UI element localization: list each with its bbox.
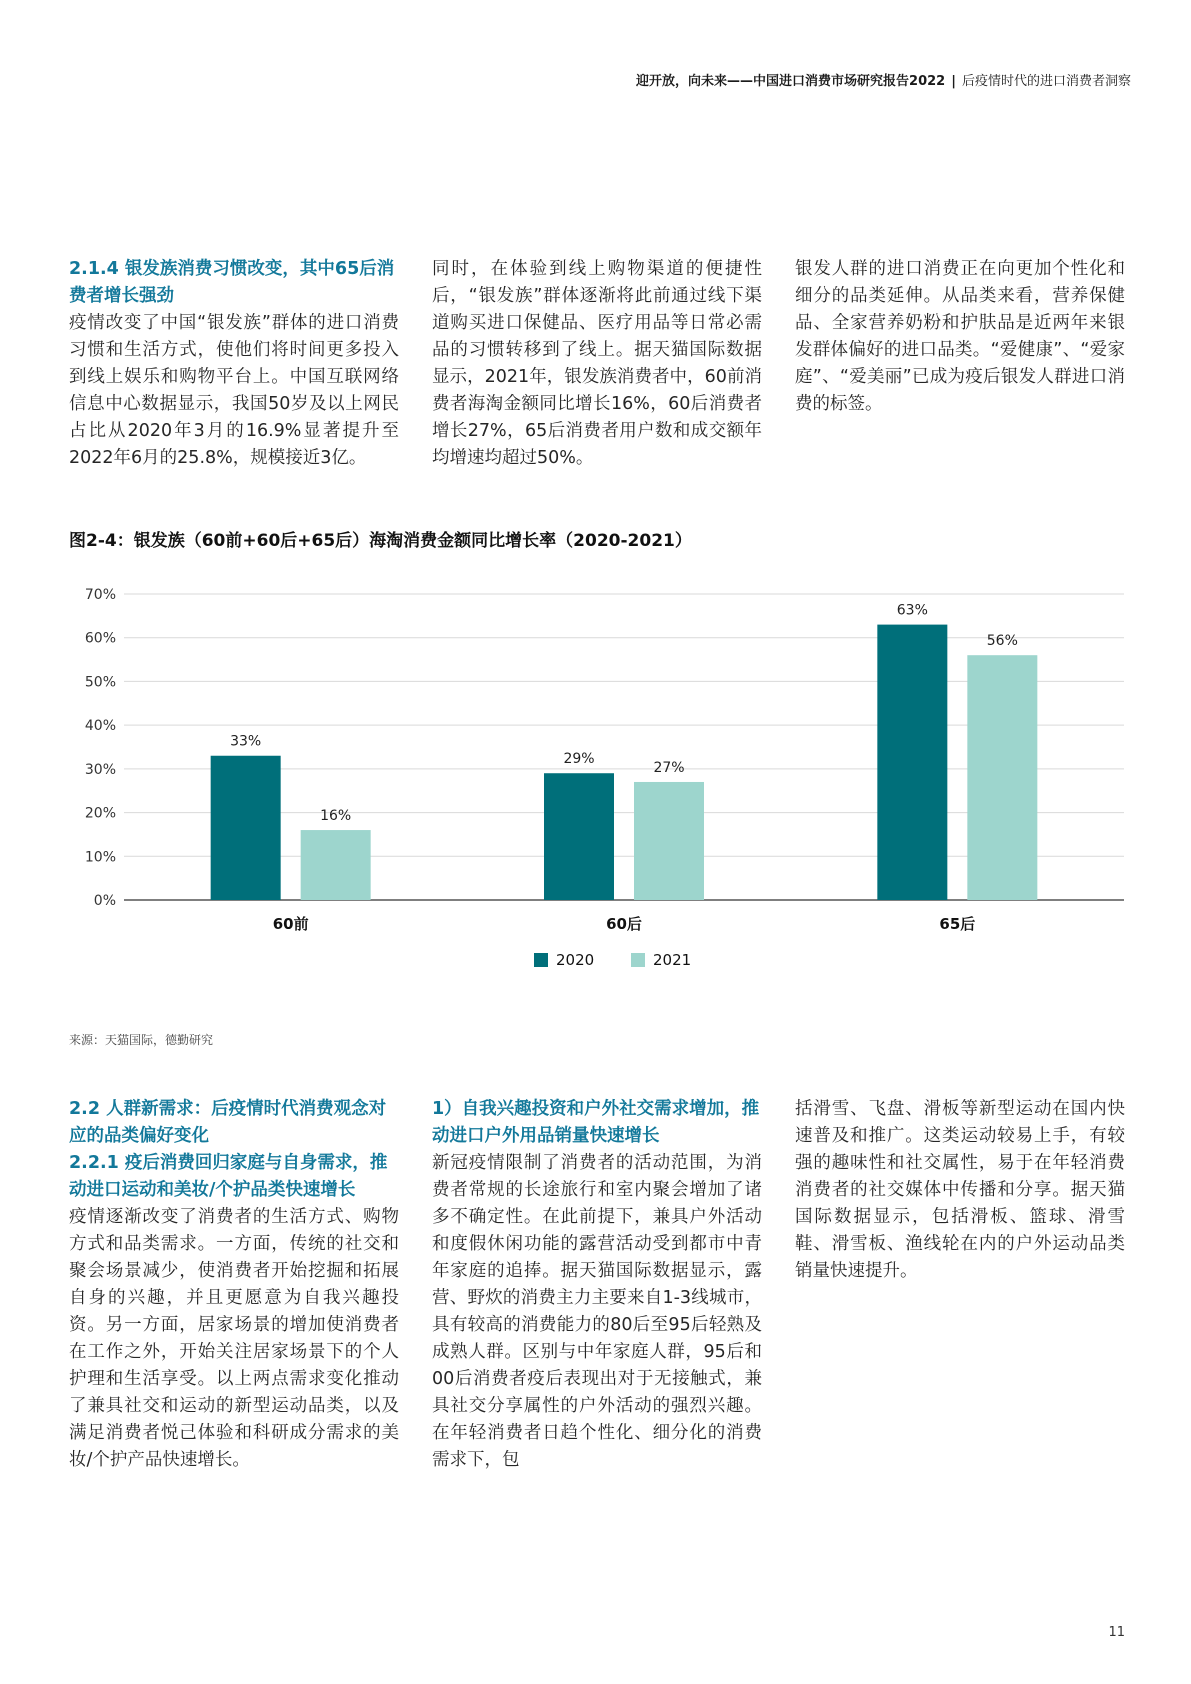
legend-label: 2021 bbox=[653, 951, 692, 969]
page-header bbox=[636, 70, 1131, 89]
x-tick-label: 60后 bbox=[606, 915, 642, 933]
figure-source: 来源：天猫国际，德勤研究 bbox=[69, 1033, 214, 1047]
section-214-paragraph-1: 疫情改变了中国“银发族”群体的进口消费习惯和生活方式，使他们将时间更多投入到线上娱乐和购物平台上。中国互联网络信息中心数据显示，我国50岁及以上网民占比从2020年3月的16.9%显著提升至2022年6月的25.8%，规模接近3亿。 bbox=[69, 313, 399, 468]
section-214-paragraph-3: 银发人群的进口消费正在向更加个性化和细分的品类延伸。从品类来看，营养保健品、全家营养奶粉和护肤品是近两年来银发群体偏好的进口品类。“爱健康”、“爱家庭”、“爱美丽”已成为疫后银发人群进口消费的标签。 bbox=[795, 259, 1125, 414]
bar-2020-60后 bbox=[544, 773, 614, 900]
bar-value-label: 56% bbox=[986, 633, 1018, 650]
legend-swatch-2021 bbox=[631, 953, 645, 967]
x-tick-label: 65后 bbox=[939, 915, 976, 933]
bar-value-label: 16% bbox=[320, 808, 352, 825]
outdoor-paragraph: 新冠疫情限制了消费者的活动范围，为消费者常规的长途旅行和室内聚会增加了诸多不确定性。在此前提下，兼具户外活动和度假休闲功能的露营活动受到都市中青年家庭的追捧。据天猫国际数据显示，露营、野炊的消费主力主要来自1-3线城市，具有较高的消费能力的80后至95后轻熟及成熟人群。区别与中年家庭人群，95后和00后消费者疫后表现出对于无接触式，兼具社交分享属性的户外活动的强烈兴趣。在年轻消费者日趋个性化、细分化的消费需求下，包 bbox=[432, 1153, 762, 1470]
chart-legend bbox=[534, 951, 691, 969]
y-tick-label: 0% bbox=[93, 893, 116, 909]
y-tick-label: 10% bbox=[84, 849, 116, 866]
section-214-column-3 bbox=[795, 256, 1125, 418]
y-tick-label: 70% bbox=[84, 587, 116, 603]
report-subtitle: 后疫情时代的进口消费者洞察 bbox=[961, 74, 1131, 89]
section-214-column-1 bbox=[69, 256, 399, 472]
figure-title: 图2-4：银发族（60前+60后+65后）海淘消费金额同比增长率（2020-2021） bbox=[69, 531, 692, 551]
section-221-paragraph: 疫情逐渐改变了消费者的生活方式、购物方式和品类需求。一方面，传统的社交和聚会场景减少，使消费者开始挖掘和拓展自身的兴趣，并且更愿意为自我兴趣投资。另一方面，居家场景的增加使消费者在工作之外，开始关注居家场景下的个人护理和生活享受。以上两点需求变化推动了兼具社交和运动的新型运动品类，以及满足消费者悦己体验和科研成分需求的美妆/个护产品快速增长。 bbox=[69, 1207, 399, 1470]
bar-value-label: 27% bbox=[653, 759, 685, 776]
x-tick-label: 60前 bbox=[272, 915, 309, 933]
bar-2020-60前 bbox=[211, 756, 281, 900]
section-22-heading: 2.2 人群新需求：后疫情时代消费观念对应的品类偏好变化 bbox=[69, 1099, 387, 1146]
y-tick-label: 40% bbox=[84, 718, 116, 735]
outdoor-paragraph-continued: 括滑雪、飞盘、滑板等新型运动在国内快速普及和推广。这类运动较易上手，有较强的趣味性和社交属性，易于在年轻消费消费者的社交媒体中传播和分享。据天猫国际数据显示，包括滑板、篮球、滑雪鞋、滑雪板、渔线轮在内的户外运动品类销量快速提升。 bbox=[795, 1099, 1125, 1281]
chart-bars bbox=[211, 625, 1038, 900]
outdoor-subheading: 1）自我兴趣投资和户外社交需求增加，推动进口户外用品销量快速增长 bbox=[432, 1099, 760, 1146]
bar-2021-60前 bbox=[301, 830, 371, 900]
bar-2021-60后 bbox=[634, 782, 704, 900]
y-tick-label: 20% bbox=[84, 805, 116, 822]
bar-value-label: 63% bbox=[896, 602, 928, 619]
legend-label: 2020 bbox=[556, 951, 595, 969]
y-tick-label: 30% bbox=[84, 761, 116, 778]
bar-2021-65后 bbox=[967, 655, 1037, 900]
header-separator: | bbox=[951, 74, 956, 89]
section-22-column-1 bbox=[69, 1096, 399, 1474]
y-tick-label: 50% bbox=[84, 674, 116, 691]
y-tick-label: 60% bbox=[84, 630, 116, 647]
bar-chart bbox=[69, 575, 1129, 1005]
section-22-column-2 bbox=[432, 1096, 762, 1474]
bar-value-label: 29% bbox=[563, 751, 595, 768]
section-221-heading: 2.2.1 疫后消费回归家庭与自身需求，推动进口运动和美妆/个护品类快速增长 bbox=[69, 1153, 388, 1200]
legend-swatch-2020 bbox=[534, 953, 548, 967]
page-number: 11 bbox=[1108, 1625, 1125, 1640]
section-214-column-2 bbox=[432, 256, 762, 472]
section-22-column-3 bbox=[795, 1096, 1125, 1285]
report-title: 迎开放，向未来——中国进口消费市场研究报告2022 bbox=[636, 74, 946, 89]
bar-2020-65后 bbox=[877, 625, 947, 900]
section-214-paragraph-2: 同时，在体验到线上购物渠道的便捷性后，“银发族”群体逐渐将此前通过线下渠道购买进口保健品、医疗用品等日常必需品的习惯转移到了线上。据天猫国际数据显示，2021年，银发族消费者中，60前消费者海淘金额同比增长16%，60后消费者增长27%，65后消费者用户数和成交额年均增速均超过50%。 bbox=[432, 259, 762, 468]
bar-value-label: 33% bbox=[230, 733, 262, 750]
section-214-heading: 2.1.4 银发族消费习惯改变，其中65后消费者增长强劲 bbox=[69, 259, 395, 306]
